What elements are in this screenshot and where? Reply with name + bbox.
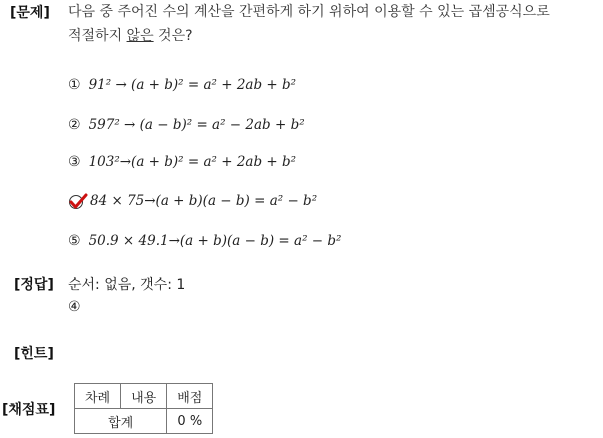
question-underlined-word: 않은: [126, 28, 154, 44]
choice-text: 84 × 75→(a + b)(a − b) = a² − b²: [90, 193, 318, 209]
question-text: [68, 0, 598, 48]
rubric-label: [채점표]: [2, 402, 56, 418]
rubric-header-row: [75, 384, 213, 409]
question-line-2: [68, 24, 598, 48]
rubric-header-order: 차례: [75, 384, 121, 409]
question-line-2-prefix: 적절하지: [68, 28, 127, 44]
choice-marker: ②: [68, 117, 81, 133]
choice-3[interactable]: [68, 151, 296, 173]
choice-text: 50.9 × 49.1→(a + b)(a − b) = a² − b²: [88, 233, 342, 249]
answer-marker: ④: [68, 299, 81, 315]
choice-2[interactable]: [68, 114, 305, 136]
choice-marker: ③: [68, 154, 81, 170]
rubric-header-points: 배점: [167, 384, 213, 409]
choice-5[interactable]: [68, 230, 341, 252]
question-line-2-suffix: 것은?: [153, 28, 193, 44]
choice-text: 103²→(a + b)² = a² + 2ab + b²: [88, 154, 297, 170]
choice-text: 91² → (a + b)² = a² + 2ab + b²: [88, 77, 297, 93]
answer-label: [정답]: [14, 277, 54, 293]
hint-label: [힌트]: [14, 346, 54, 362]
rubric-header-content: 내용: [121, 384, 167, 409]
rubric-table: [74, 383, 213, 434]
choice-marker: ⑤: [68, 233, 81, 249]
choice-marker: ①: [68, 77, 81, 93]
rubric-total-row: [75, 409, 213, 434]
choice-4[interactable]: [68, 190, 317, 212]
answer-line: 순서: 없음, 갯수: 1: [68, 277, 186, 293]
rubric-total-label: 합계: [75, 409, 167, 434]
question-line-1: 다음 중 주어진 수의 계산을 간편하게 하기 위하여 이용할 수 있는 곱셈공식으로: [68, 4, 550, 20]
rubric-total-value: 0 %: [167, 409, 213, 434]
question-label: [문제]: [10, 5, 50, 21]
answer-block: [68, 274, 185, 318]
choice-text: 597² → (a − b)² = a² − 2ab + b²: [88, 117, 305, 133]
choice-1[interactable]: [68, 74, 296, 96]
checkmark-icon: [68, 193, 84, 209]
